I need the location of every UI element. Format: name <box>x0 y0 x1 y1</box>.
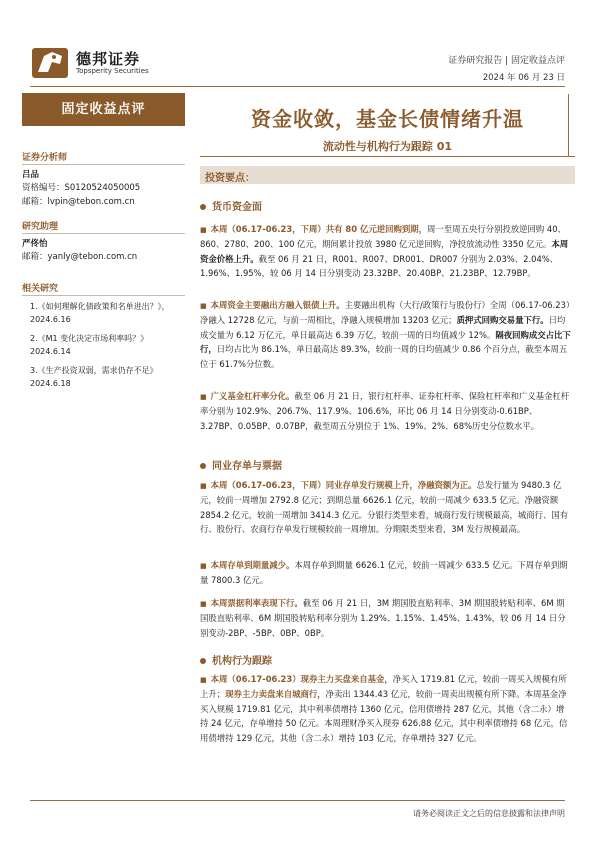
highlight-text: 本周（06.17-06.23）现券主力买盘来自基金， <box>210 674 393 684</box>
researcher-name: 严佟怡 <box>22 239 48 249</box>
researcher-divider <box>22 233 185 234</box>
body-text: 主要融出机构（大行/政策行与股份行）全周（06.17-06.23）净融入 12728 亿元，与前一周相比，净融入规模增加 13203 亿元； <box>200 300 571 326</box>
report-subtitle: 流动性与机构行为跟踪 01 <box>322 140 453 153</box>
square-bullet-icon: ■ <box>200 676 207 684</box>
highlight-text: 本周票据利率表现下行。 <box>210 598 303 608</box>
company-name: 德邦证券 <box>76 50 141 68</box>
researcher-section-title: 研究助理 <box>22 222 59 232</box>
analyst-name: 吕品 <box>22 170 40 180</box>
related-report-item[interactable]: 1.《如何理解化债政策和名单进出？》，2024.6.16 <box>30 302 170 324</box>
section-heading-money-market <box>200 198 262 213</box>
highlight-text: 本周（06.17-06.23，下周）共有 80 亿元逆回购到期， <box>210 224 427 234</box>
section-heading-institutions <box>200 652 272 667</box>
company-logo-icon <box>30 42 70 82</box>
key-points-bar <box>200 166 575 184</box>
bold-text: 质押式回购交易量下行。 <box>456 315 549 326</box>
highlight-text: 本周资金主要融出方融入银债上升。 <box>210 300 345 310</box>
section-bullet-icon <box>200 463 206 469</box>
section-heading-ncd <box>200 457 282 472</box>
bold-text: 隔夜回购成交占比下行， <box>200 329 571 355</box>
body-text: 总发行量为 9480.3 亿元，较前一周增加 2792.8 亿元；到期总量 6626.1 亿元，较前一周减少 633.5 亿元。净融资额 2854.2 亿元，较前一周增加 3414.3 亿元。分银行类型来看，城商行发行规模最高，城商行、国有行、股份行、农商行存单发行规模较前一周增加。分期限类型来看，3M 发行规模最高。 <box>200 480 569 535</box>
key-points-label: 投资要点： <box>205 173 255 184</box>
paragraph-institution-flows <box>200 672 572 745</box>
section-heading-text: 机构行为跟踪 <box>212 656 272 667</box>
analyst-email[interactable]: 邮箱：lvpin@tebon.com.cn <box>22 197 135 207</box>
square-bullet-icon: ■ <box>200 482 207 490</box>
highlight-text: 本周（06.17-06.23，下周）同业存单发行规模上升，净融资额为正。 <box>210 480 477 490</box>
highlight-text: 本周存单到期量减少。 <box>210 560 295 570</box>
section-heading-text: 同业存单与票据 <box>212 461 282 472</box>
body-text: 本周存单到期量 6626.1 亿元，较前一周减少 633.5 亿元。下周存单到期量 7800.3 亿元。 <box>200 560 568 586</box>
paragraph-leverage <box>200 389 572 433</box>
section-bullet-icon <box>200 204 206 210</box>
related-report-item[interactable]: 2.《M1 变化决定市场利率吗？》 2024.6.14 <box>30 334 149 356</box>
analyst-section-title: 证券分析师 <box>22 153 68 163</box>
square-bullet-icon: ■ <box>200 302 207 310</box>
highlight-text: 现券主力卖盘来自城商行， <box>225 689 326 700</box>
title-side-rule <box>568 94 569 156</box>
body-text: 截至 06 月 21 日，银行杠杆率、证券杠杆率、保险杠杆率和广义基金杠杆率分别为 102.9%、206.7%、117.9%、106.6%，环比 06 月 14 日分别变动-0.61BP、3.27BP、0.05BP、0.07BP，截至周五分别位于 1%、19%、2%、68%历史分位数水平。 <box>200 391 570 431</box>
body-text: 净买入 1719.81 亿元，较前一周买入规模有所上升； <box>200 674 567 700</box>
paragraph-reverse-repo <box>200 222 572 281</box>
bold-text: 本周资金价格上升。 <box>200 239 569 264</box>
analyst-cert: 资格编号：S0120524050005 <box>22 183 141 193</box>
square-bullet-icon: ■ <box>200 393 207 401</box>
researcher-email[interactable]: 邮箱：yanly@tebon.com.cn <box>22 252 138 262</box>
section-heading-text: 货币资金面 <box>212 202 262 213</box>
analyst-divider <box>22 164 185 165</box>
company-name-en: Topsperity Securities <box>76 67 149 75</box>
paragraph-ncd-maturity <box>200 558 572 588</box>
title-divider <box>200 156 575 157</box>
paragraph-bill-rates <box>200 596 572 640</box>
category-banner: 固定收益点评 <box>22 93 185 126</box>
paragraph-repo-lenders <box>200 298 572 371</box>
body-text: 截至 06 月 21 日，3M 期国股直贴利率、3M 期国股转贴利率、6M 期国股直贴利率、6M 期国股转贴利率分别为 1.29%、1.15%、1.45%、1.43%，较 06 月 14 日分别变动-2BP、-5BP、0BP、0BP。 <box>200 598 566 638</box>
body-text: 日均成交量为 6.12 万亿元，单日最高达 6.39 万亿，较前一周的日均值减少 12%。 <box>200 315 566 340</box>
related-section-title: 相关研究 <box>22 284 59 294</box>
body-text: 截至 06 月 21 日，R001、R007、DR001、DR007 分别为 2.03%、2.04%、1.96%、1.95%，较 06 月 14 日分别变动 23.32BP、20.40BP、21.23BP、12.79BP。 <box>200 253 559 279</box>
report-date: 2024 年 06 月 23 日 <box>482 73 565 83</box>
section-bullet-icon <box>200 658 206 664</box>
footer-disclaimer: 请务必阅读正文之后的信息披露和法律声明 <box>413 809 565 818</box>
body-text: 周一至周五央行分别投放逆回购 40、860、2780、200、100 亿元，期间累计投放 3980 亿元逆回购，净投放流动性 3350 亿元。 <box>200 224 566 250</box>
square-bullet-icon: ■ <box>200 600 207 608</box>
report-type: 证券研究报告 | 固定收益点评 <box>448 56 565 66</box>
body-text: 日均占比为 86.1%，单日最高达 89.3%，较前一周的日均值减少 0.86 个百分点，截至本周五位于 61.7%分位数。 <box>200 344 568 369</box>
related-divider <box>22 295 185 296</box>
paragraph-ncd-issuance <box>200 478 572 537</box>
square-bullet-icon: ■ <box>200 226 207 234</box>
header-divider <box>30 86 565 87</box>
report-title: 资金收敛，基金长债情绪升温 <box>251 107 524 131</box>
highlight-text: 广义基金杠杆率分化。 <box>210 391 295 401</box>
related-report-item[interactable]: 3.《生产投资双弱，需求仍存不足》 2024.6.18 <box>30 366 158 388</box>
footer-divider <box>30 800 565 801</box>
body-text: 净卖出 1344.43 亿元，较前一周卖出规模有所下降。本周基金净买入规模 1719.81 亿元，其中利率债增持 1360 亿元，信用债增持 287 亿元，其他（含二永）增持 24 亿元，存单增持 50 亿元。本周理财净买入现券 626.88 亿元，其中利率债增持 68 亿元，信用债增持 129 亿元，其他（含二永）增持 103 亿元，存单增持 327 亿元。 <box>200 689 568 743</box>
square-bullet-icon: ■ <box>200 562 207 570</box>
